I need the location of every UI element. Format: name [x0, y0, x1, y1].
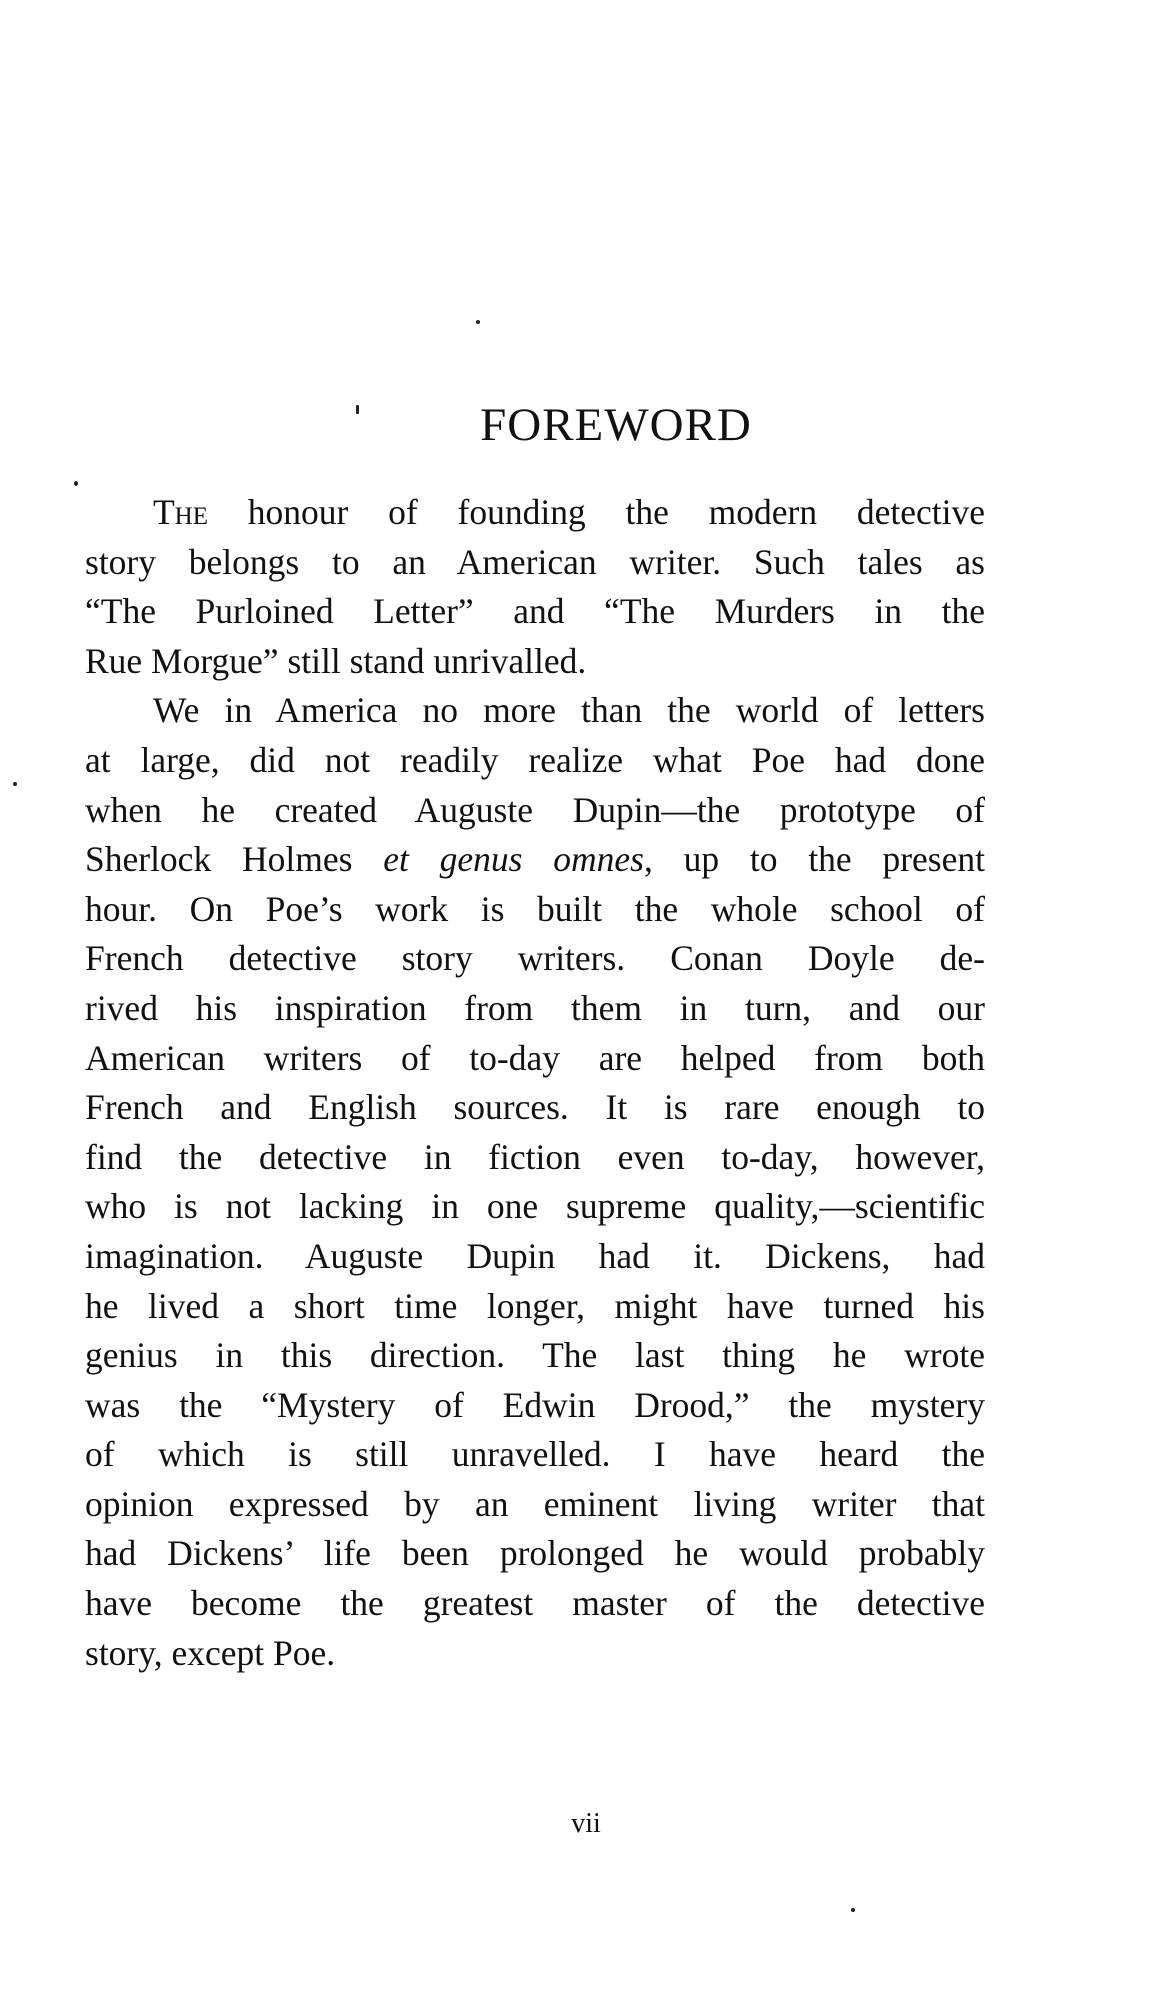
text-line: imagination. Auguste Dupin had it. Dickens, had	[85, 1235, 985, 1276]
text-line: French and English sources. It is rare enough to	[85, 1087, 985, 1128]
text-line: The honour of founding the modern detective	[153, 492, 985, 532]
text-line: rived his inspiration from them in turn, and our	[85, 987, 985, 1028]
page-title: FOREWORD	[480, 399, 752, 451]
text-line: French detective story writers. Conan Doyle de-	[85, 938, 985, 979]
text-line: had Dickens’ life been prolonged he would probably	[85, 1533, 985, 1574]
text-line: he lived a short time longer, might have turned his	[85, 1285, 985, 1326]
ink-speck	[13, 782, 17, 786]
text-line: genius in this direction. The last thing he wrote	[85, 1335, 985, 1376]
text-line: “The Purloined Letter” and “The Murders in the	[85, 591, 985, 632]
paragraph-1	[85, 488, 985, 686]
text-line: story belongs to an American writer. Such tales as	[85, 541, 985, 582]
italic-phrase: et genus omnes	[383, 839, 644, 880]
page-number: vii	[571, 1808, 601, 1839]
text-line: American writers of to-day are helped from both	[85, 1037, 985, 1078]
drop-word: The	[153, 492, 209, 532]
text-line: Rue Morgue” still stand unrivalled.	[85, 640, 587, 681]
text-line: story, except Poe.	[85, 1632, 336, 1673]
text-line: opinion expressed by an eminent living writer that	[85, 1483, 985, 1524]
text-line: Sherlock Holmes et genus omnes, up to the present	[85, 839, 985, 880]
text-line: have become the greatest master of the detective	[85, 1583, 985, 1624]
text-line: who is not lacking in one supreme quality,—scientific	[85, 1186, 985, 1227]
text-line: We in America no more than the world of letters	[153, 690, 985, 731]
text-line: at large, did not readily realize what Poe had done	[85, 739, 985, 780]
text-line: was the “Mystery of Edwin Drood,” the mystery	[85, 1384, 985, 1425]
text-line: hour. On Poe’s work is built the whole school of	[85, 888, 985, 929]
ink-speck	[851, 1908, 855, 1912]
body-text	[85, 488, 985, 1678]
text-line: of which is still unravelled. I have heard the	[85, 1434, 985, 1475]
text-line: find the detective in fiction even to-day, however,	[85, 1136, 985, 1177]
text-line: when he created Auguste Dupin—the prototype of	[85, 789, 985, 830]
ink-speck	[74, 481, 78, 486]
ink-speck	[476, 320, 480, 324]
paragraph-2	[85, 686, 985, 1678]
